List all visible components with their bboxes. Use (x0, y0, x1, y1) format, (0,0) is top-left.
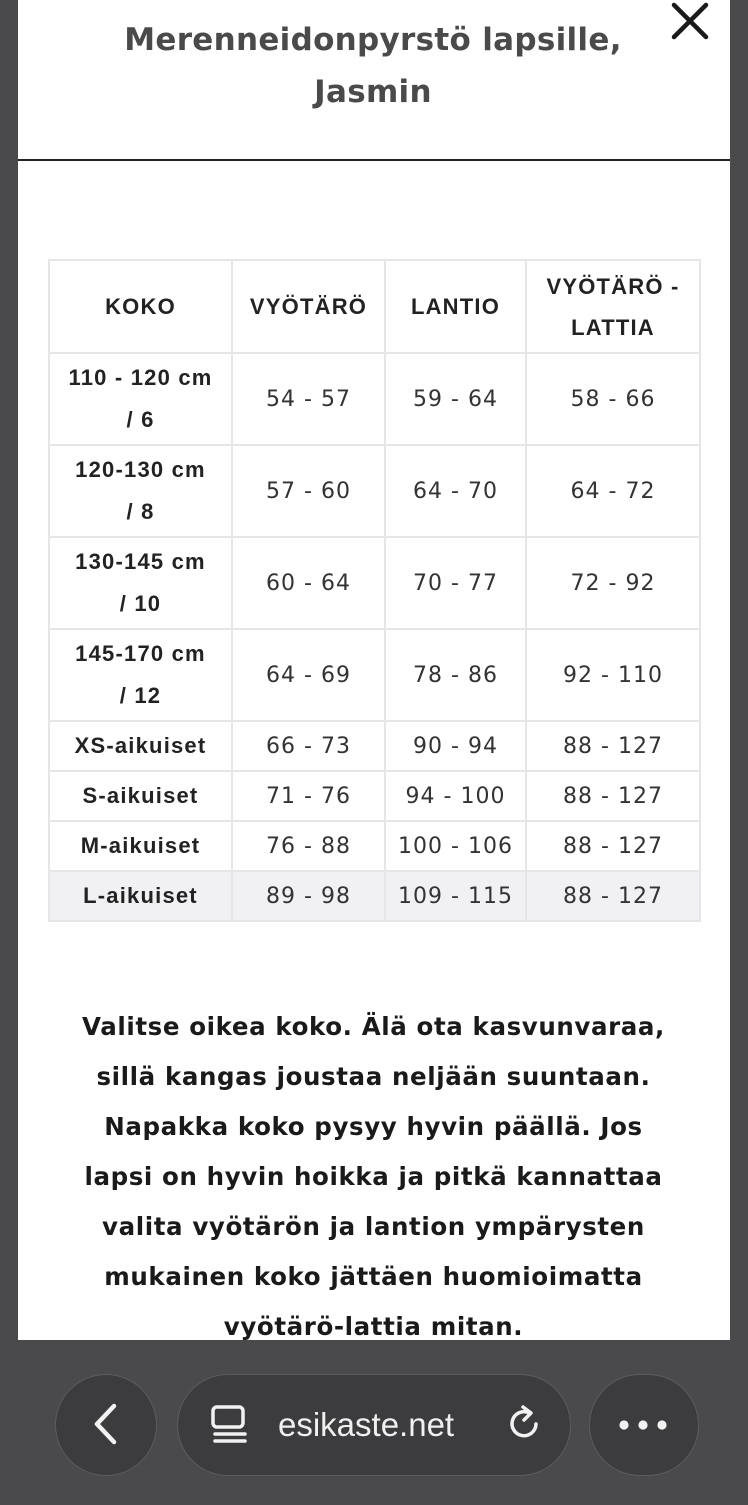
more-button[interactable] (589, 1374, 699, 1476)
url-text: esikaste.net (278, 1406, 455, 1443)
sizing-advice-line: lapsi on hyvin hoikka ja pitkä kannattaa (84, 1162, 663, 1191)
size-cell: L-aikuiset (49, 871, 232, 921)
modal-title (108, 14, 638, 118)
header-waist: VYÖTÄRÖ (232, 260, 385, 353)
sizing-advice-line: vyötärö-lattia mitan. (223, 1312, 524, 1340)
size-line-2: / 6 (126, 407, 155, 432)
waist-cell: 54 - 57 (232, 353, 385, 445)
modal-title-line-1: Merenneidonpyrstö lapsille, (124, 22, 622, 58)
size-cell: M-aikuiset (49, 821, 232, 871)
table-row (49, 721, 700, 771)
waist-floor-cell: 88 - 127 (526, 871, 700, 921)
modal-header (18, 0, 730, 161)
size-line-1: 120-130 cm (75, 457, 206, 482)
header-waist-floor-line-1: VYÖTÄRÖ - (546, 273, 680, 299)
hip-cell: 90 - 94 (385, 721, 526, 771)
table-header-row (49, 260, 700, 353)
table-row (49, 871, 700, 921)
sizing-advice-line: valita vyötärön ja lantion ympärysten (102, 1212, 645, 1241)
size-guide-modal (18, 0, 730, 1340)
waist-cell: 64 - 69 (232, 629, 385, 721)
waist-cell: 66 - 73 (232, 721, 385, 771)
size-cell (49, 629, 232, 721)
hip-cell: 100 - 106 (385, 821, 526, 871)
modal-title-line-2: Jasmin (314, 74, 432, 110)
sizing-advice-line: Valitse oikea koko. Älä ota kasvunvaraa, (82, 1012, 665, 1041)
size-cell: XS-aikuiset (49, 721, 232, 771)
hip-cell: 94 - 100 (385, 771, 526, 821)
back-button[interactable] (55, 1374, 157, 1476)
sizing-advice-line: Napakka koko pysyy hyvin päällä. Jos (104, 1112, 643, 1141)
address-bar[interactable] (177, 1374, 571, 1476)
header-waist-floor-line-2: LATTIA (571, 314, 655, 340)
sizing-advice-line: sillä kangas joustaa neljään suuntaan. (96, 1062, 651, 1091)
waist-cell: 60 - 64 (232, 537, 385, 629)
reload-icon[interactable] (503, 1402, 547, 1446)
waist-floor-cell: 64 - 72 (526, 445, 700, 537)
size-table (48, 259, 701, 922)
size-cell (49, 537, 232, 629)
hip-cell: 78 - 86 (385, 629, 526, 721)
sizing-advice (48, 1002, 699, 1340)
waist-floor-cell: 88 - 127 (526, 771, 700, 821)
size-cell: S-aikuiset (49, 771, 232, 821)
waist-floor-cell: 58 - 66 (526, 353, 700, 445)
waist-cell: 57 - 60 (232, 445, 385, 537)
chevron-left-icon (55, 1374, 157, 1476)
hip-cell: 70 - 77 (385, 537, 526, 629)
header-size: KOKO (49, 260, 232, 353)
size-line-1: 130-145 cm (75, 549, 206, 574)
size-cell (49, 353, 232, 445)
size-line-2: / 10 (119, 591, 162, 616)
table-row (49, 629, 700, 721)
sizing-advice-line: mukainen koko jättäen huomioimatta (104, 1262, 643, 1291)
size-cell (49, 445, 232, 537)
close-button[interactable] (668, 0, 712, 42)
more-dots-icon (589, 1374, 699, 1476)
size-line-2: / 12 (119, 683, 162, 708)
hip-cell: 59 - 64 (385, 353, 526, 445)
table-row (49, 537, 700, 629)
header-hip: LANTIO (385, 260, 526, 353)
close-icon (668, 0, 712, 42)
size-line-1: 110 - 120 cm (68, 365, 213, 390)
waist-cell: 89 - 98 (232, 871, 385, 921)
waist-floor-cell: 88 - 127 (526, 821, 700, 871)
table-row (49, 445, 700, 537)
header-waist-floor (526, 260, 700, 353)
waist-cell: 71 - 76 (232, 771, 385, 821)
table-row (49, 353, 700, 445)
hip-cell: 109 - 115 (385, 871, 526, 921)
table-row (49, 771, 700, 821)
size-line-2: / 8 (126, 499, 155, 524)
waist-floor-cell: 92 - 110 (526, 629, 700, 721)
hip-cell: 64 - 70 (385, 445, 526, 537)
waist-floor-cell: 88 - 127 (526, 721, 700, 771)
size-line-1: 145-170 cm (75, 641, 206, 666)
waist-cell: 76 - 88 (232, 821, 385, 871)
table-row (49, 821, 700, 871)
waist-floor-cell: 72 - 92 (526, 537, 700, 629)
page-menu-icon[interactable] (208, 1402, 252, 1446)
